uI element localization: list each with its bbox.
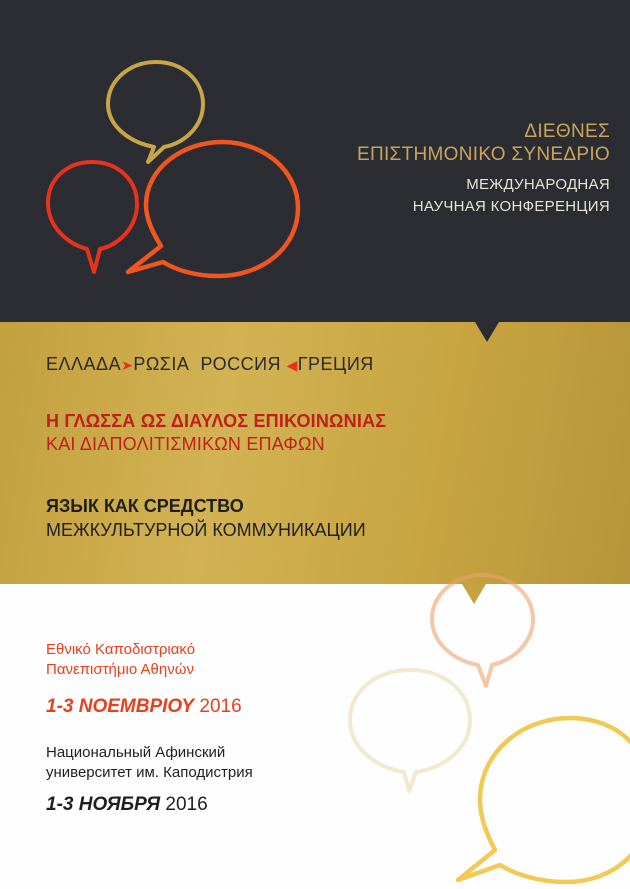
russian-date [46, 794, 208, 816]
speech-bubble-yellow-icon [458, 718, 630, 882]
russian-university-line2: университет им. Каподистрия [46, 764, 253, 781]
speech-bubble-cream-icon [350, 670, 470, 791]
russian-university [46, 743, 253, 783]
greek-date [46, 696, 242, 718]
country-greece-ru: ГРЕЦИЯ [297, 354, 374, 374]
country-greece-gr: ΕΛΛΑΔΑ [46, 354, 122, 374]
greek-title-line2: ΚΑΙ ΔΙΑΠΟΛΙΤΙΣΜΙΚΩΝ ΕΠΑΦΩΝ [46, 434, 325, 454]
countries-line [46, 354, 374, 375]
russian-title-line2: МЕЖКУЛЬТУРНОЙ КОММУНИКАЦИИ [46, 520, 366, 540]
arrow-right-icon: ➤ [121, 357, 134, 373]
russian-title-line1: ЯЗЫК КАК СРЕДСТВО [46, 496, 244, 516]
greek-conference-heading [357, 120, 610, 166]
greek-title-line1: Η ΓΛΩΣΣΑ ΩΣ ΔΙΑΥΛΟΣ ΕΠΙΚΟΙΝΩΝΙΑΣ [46, 411, 387, 431]
arrow-left-icon: ◀ [286, 357, 298, 373]
greek-date-year: 2016 [194, 696, 242, 717]
greek-heading-line1: ΔΙΕΘΝΕΣ [524, 121, 610, 142]
country-russia-gr: ΡΩΣΙΑ [133, 354, 190, 374]
greek-date-days: 1-3 ΝΟΕΜΒΡΙΟΥ [46, 696, 195, 717]
country-russia-ru: РОССИЯ [200, 354, 281, 374]
greek-university-line1: Εθνικό Καποδιστριακό [46, 641, 196, 658]
russian-date-year: 2016 [160, 794, 208, 815]
speech-bubble-orange-icon [128, 142, 298, 276]
greek-university-line2: Πανεπιστήμιο Αθηνών [46, 661, 194, 678]
russian-conference-heading [413, 174, 610, 218]
russian-heading-line2: НАУЧНАЯ КОНФЕРЕНЦИЯ [412, 198, 610, 215]
russian-date-days: 1-3 НОЯБРЯ [46, 794, 161, 815]
russian-heading-line1: МЕЖДУНАРОДНАЯ [466, 176, 610, 193]
greek-university [46, 640, 195, 680]
greek-heading-line2: ΕΠΙΣΤΗΜΟΝΙΚΟ ΣΥΝΕΔΡΙΟ [356, 144, 610, 165]
russian-university-line1: Национальный Афинский [46, 744, 226, 761]
speech-bubble-peach-icon [432, 575, 533, 686]
speech-bubble-red-icon [48, 162, 137, 272]
